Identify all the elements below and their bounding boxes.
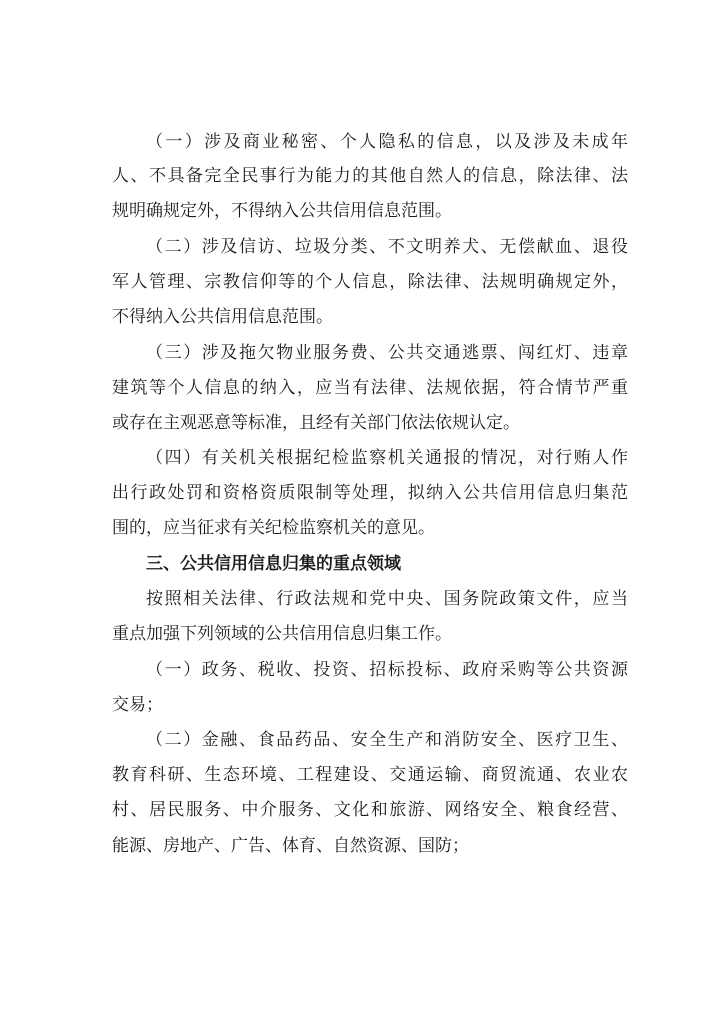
paragraph-line: （一）涉及商业秘密、个人隐私的信息，以及涉及未成年	[146, 132, 628, 152]
paragraph-line: 按照相关法律、行政法规和党中央、国务院政策文件，应当	[146, 589, 628, 609]
section-heading: 三、公共信用信息归集的重点领域	[146, 554, 401, 574]
paragraph-line: （四）有关机关根据纪检监察机关通报的情况，对行贿人作	[146, 448, 628, 468]
paragraph-line: 教育科研、生态环境、工程建设、交通运输、商贸流通、农业农	[112, 765, 628, 785]
paragraph-line: （一）政务、税收、投资、招标投标、政府采购等公共资源	[146, 660, 628, 680]
paragraph-line: （三）涉及拖欠物业服务费、公共交通逃票、闯红灯、违章	[146, 343, 628, 363]
paragraph-line: （二）金融、食品药品、安全生产和消防安全、医疗卫生、	[146, 730, 628, 750]
paragraph-line: 围的，应当征求有关纪检监察机关的意见。	[112, 518, 435, 538]
paragraph-line: 不得纳入公共信用信息范围。	[112, 307, 333, 327]
paragraph-line: 人、不具备完全民事行为能力的其他自然人的信息，除法律、法	[112, 166, 628, 186]
paragraph-line: 或存在主观恶意等标准，且经有关部门依法依规认定。	[112, 413, 520, 433]
paragraph-line: 重点加强下列领域的公共信用信息归集工作。	[112, 624, 452, 644]
paragraph-line: 规明确规定外，不得纳入公共信用信息范围。	[112, 201, 452, 221]
paragraph-line: 建筑等个人信息的纳入，应当有法律、法规依据，符合情节严重	[112, 378, 628, 398]
paragraph-line: 交易；	[112, 695, 163, 715]
paragraph-line: 军人管理、宗教信仰等的个人信息，除法律、法规明确规定外，	[112, 272, 628, 292]
paragraph-line: 能源、房地产、广告、体育、自然资源、国防；	[112, 836, 469, 856]
paragraph-line: （二）涉及信访、垃圾分类、不文明养犬、无偿献血、退役	[146, 237, 628, 257]
paragraph-line: 出行政处罚和资格资质限制等处理，拟纳入公共信用信息归集范	[112, 483, 628, 503]
paragraph-line: 村、居民服务、中介服务、文化和旅游、网络安全、粮食经营、	[112, 800, 628, 820]
